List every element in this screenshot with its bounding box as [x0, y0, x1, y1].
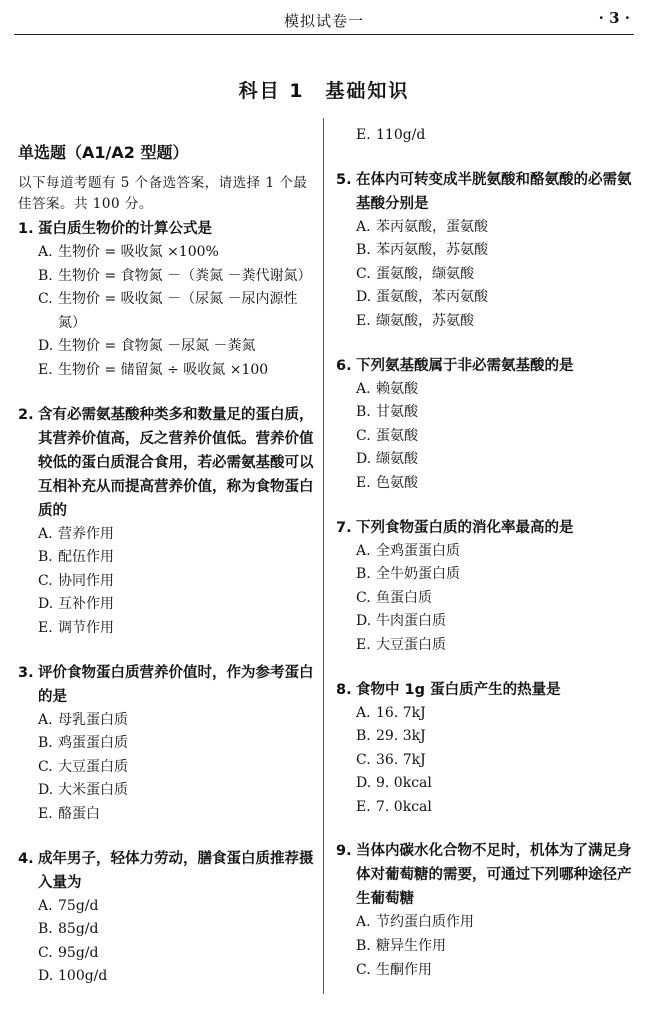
option-letter: C.: [356, 589, 371, 606]
answer-option: [336, 610, 636, 634]
option-letter: B.: [356, 728, 371, 745]
answer-option: [336, 239, 636, 263]
option-text: 9. 0kcal: [376, 775, 432, 792]
option-text: 75g/d: [58, 897, 99, 914]
option-letter: B.: [356, 566, 371, 583]
option-text: 生物价 = 食物氮 －（粪氮 －粪代谢氮）: [58, 267, 312, 284]
question-number: 1.: [18, 221, 34, 237]
option-text: 配伍作用: [58, 549, 114, 566]
option-letter: D.: [356, 613, 372, 630]
answer-option: [336, 425, 636, 449]
answer-option: [336, 935, 636, 959]
answer-option: [18, 617, 318, 641]
option-letter: A.: [38, 244, 53, 260]
answer-option: [336, 472, 636, 496]
option-letter: C.: [356, 265, 371, 282]
option-letter: B.: [356, 404, 371, 421]
answer-option: [18, 359, 318, 383]
question-text: 蛋白质生物价的计算公式是: [38, 221, 212, 237]
answer-option: [18, 241, 318, 265]
answer-option: [336, 911, 636, 935]
question-stem: [336, 354, 636, 378]
option-text: 鱼蛋白质: [376, 589, 432, 606]
answer-option: [336, 796, 636, 820]
option-text: 16. 7kJ: [376, 704, 426, 721]
answer-option: [336, 749, 636, 773]
question-1: [18, 217, 318, 383]
option-letter: D.: [38, 338, 54, 355]
subject-title: 科目 1 基础知识: [238, 80, 410, 102]
answer-option: [336, 401, 636, 425]
question-number: 3.: [18, 664, 34, 681]
answer-option: [18, 570, 318, 594]
answer-option: [18, 942, 318, 966]
question-text: 在体内可转变成半胱氨酸和酪氨酸的必需氨基酸分别是: [356, 171, 632, 212]
answer-option: [336, 959, 636, 983]
option-text: 85g/d: [58, 921, 99, 938]
answer-option: [336, 216, 636, 240]
option-letter: C.: [356, 427, 371, 444]
question-text: 评价食物蛋白质营养价值时，作为参考蛋白的是: [38, 664, 314, 705]
answer-option: [336, 634, 636, 658]
option-text: 大豆蛋白质: [58, 758, 128, 775]
option-text: 鸡蛋蛋白质: [58, 735, 128, 752]
option-text: 蛋氨酸，缬氨酸: [376, 265, 474, 282]
answer-option: [336, 725, 636, 749]
question-stem: [18, 217, 318, 241]
option-text: 酪蛋白: [58, 805, 100, 822]
question-number: 5.: [336, 171, 352, 188]
right-column: [336, 124, 636, 1002]
question-8: [336, 678, 636, 820]
option-letter: A.: [356, 380, 371, 397]
option-text: 29. 3kJ: [376, 728, 426, 745]
option-text: 缬氨酸，苏氨酸: [376, 312, 474, 329]
answer-option: [336, 286, 636, 310]
option-text: 节约蛋白质作用: [376, 914, 474, 931]
option-text: 95g/d: [58, 944, 99, 961]
answer-option: [336, 587, 636, 611]
answer-option: [18, 918, 318, 942]
section-instructions: 以下每道考题有 5 个备选答案，请选择 1 个最佳答案。共 100 分。: [18, 175, 308, 212]
option-text: 牛肉蛋白质: [376, 613, 446, 630]
question-number: 6.: [336, 357, 352, 374]
answer-option: [336, 540, 636, 564]
answer-option: [18, 335, 318, 359]
option-text: 全牛奶蛋白质: [376, 566, 460, 583]
question-5: [336, 168, 636, 334]
page-header: [14, 6, 634, 35]
question-3: [18, 661, 318, 827]
option-text: 大米蛋白质: [58, 782, 128, 799]
question-stem: [336, 678, 636, 702]
answer-option: [18, 593, 318, 617]
question-number: 8.: [336, 681, 352, 698]
question-stem: [336, 516, 636, 540]
option-text: 36. 7kJ: [376, 751, 426, 768]
option-letter: E.: [38, 619, 53, 636]
option-text: 生物价 = 储留氮 ÷ 吸收氮 ×100: [58, 361, 269, 378]
option-letter: E.: [356, 636, 371, 653]
option-letter: A.: [356, 218, 371, 235]
option-letter: D.: [356, 775, 372, 792]
option-letter: E.: [356, 312, 371, 329]
option-text: 蛋氨酸，苯丙氨酸: [376, 289, 488, 306]
question-stem: [18, 661, 318, 709]
question-number: 7.: [336, 519, 352, 536]
option-text: 大豆蛋白质: [376, 636, 446, 653]
option-letter: D.: [38, 596, 54, 613]
option-text: 苯丙氨酸，苏氨酸: [376, 242, 488, 259]
answer-option: [336, 448, 636, 472]
answer-option: [18, 895, 318, 919]
question-stem: [18, 403, 318, 523]
option-text: 甘氨酸: [376, 404, 418, 421]
page-number: · 3 ·: [598, 9, 630, 27]
question-6: [336, 354, 636, 496]
answer-option: [18, 709, 318, 733]
question-7: [336, 516, 636, 658]
option-text: 100g/d: [58, 968, 108, 985]
option-text: 色氨酸: [376, 474, 418, 491]
option-letter: B.: [38, 735, 53, 752]
option-text: 生物价 = 吸收氮 ×100%: [58, 244, 219, 260]
option-text: 110g/d: [376, 127, 426, 143]
option-letter: D.: [356, 289, 372, 306]
question-text: 成年男子，轻体力劳动，膳食蛋白质推荐摄入量为: [38, 850, 314, 891]
question-stem: [336, 839, 636, 911]
answer-option: [336, 772, 636, 796]
answer-option: [336, 263, 636, 287]
option-text: 营养作用: [58, 525, 114, 542]
option-text: 互补作用: [58, 596, 114, 613]
question-9: [336, 839, 636, 982]
option-letter: A.: [356, 704, 371, 721]
answer-option: [18, 523, 318, 547]
option-text: 生物价 = 吸收氮 －（尿氮 －尿内源性氮）: [58, 291, 298, 331]
answer-option: [18, 779, 318, 803]
option-text: 调节作用: [58, 619, 114, 636]
question-list-left: [18, 217, 318, 989]
option-letter: D.: [38, 968, 54, 985]
option-letter: B.: [356, 938, 371, 955]
column-divider: [323, 118, 324, 994]
option-letter: E.: [38, 805, 53, 822]
left-column: [18, 124, 318, 1009]
option-text: 全鸡蛋蛋白质: [376, 542, 460, 559]
option-letter: E.: [356, 798, 371, 815]
option-letter: A.: [38, 897, 53, 914]
option-letter: A.: [356, 914, 371, 931]
option-letter: C.: [38, 758, 53, 775]
answer-option: [18, 265, 318, 289]
question-text: 下列食物蛋白质的消化率最高的是: [356, 519, 574, 536]
option-text: 缬氨酸: [376, 451, 418, 468]
question-number: 4.: [18, 850, 34, 867]
answer-option: [336, 310, 636, 334]
option-text: 母乳蛋白质: [58, 711, 128, 728]
answer-option: [18, 756, 318, 780]
option-text: 苯丙氨酸，蛋氨酸: [376, 218, 488, 235]
question-stem: [18, 847, 318, 895]
option-letter: C.: [356, 751, 371, 768]
answer-option: [18, 288, 318, 335]
option-letter: C.: [38, 572, 53, 589]
question-text: 下列氨基酸属于非必需氨基酸的是: [356, 357, 574, 374]
question-4: [18, 847, 318, 989]
question-stem: [336, 168, 636, 216]
option-letter: A.: [356, 542, 371, 559]
question-text: 当体内碳水化合物不足时，机体为了满足身体对葡萄糖的需要，可通过下列哪种途径产生葡萄糖: [356, 843, 632, 908]
answer-option: [18, 965, 318, 989]
question-list-right: [336, 168, 636, 983]
header-title: 模拟试卷一: [283, 12, 364, 30]
option-letter: B.: [38, 549, 53, 566]
option-text: 蛋氨酸: [376, 427, 418, 444]
option-letter: E.: [38, 361, 53, 378]
option-letter: E.: [356, 474, 371, 491]
answer-option: [336, 702, 636, 726]
answer-option: [18, 803, 318, 827]
option-text: 赖氨酸: [376, 380, 418, 397]
question-number: 2.: [18, 406, 34, 423]
option-text: 糖异生作用: [376, 938, 446, 955]
option-text: 协同作用: [58, 572, 114, 589]
option-letter: A.: [38, 711, 53, 728]
answer-option: [18, 546, 318, 570]
question-text: 食物中 1g 蛋白质产生的热量是: [356, 681, 561, 698]
answer-option: [336, 563, 636, 587]
question-number: 9.: [336, 843, 352, 860]
option-letter: D.: [38, 782, 54, 799]
option-letter: B.: [38, 921, 53, 938]
question-2: [18, 403, 318, 641]
option-text: 7. 0kcal: [376, 798, 432, 815]
option-letter: C.: [356, 961, 371, 978]
section-title: 单选题（A1/A2 型题）: [18, 143, 189, 162]
option-letter: C.: [38, 944, 53, 961]
option-letter: D.: [356, 451, 372, 468]
option-letter: B.: [38, 267, 53, 284]
continued-option: [336, 124, 636, 148]
option-letter: E.: [356, 127, 371, 143]
option-letter: B.: [356, 242, 371, 259]
answer-option: [18, 732, 318, 756]
option-letter: A.: [38, 525, 53, 542]
option-letter: C.: [38, 291, 53, 308]
option-text: 生物价 = 食物氮 －尿氮 －粪氮: [58, 338, 256, 355]
option-text: 生酮作用: [376, 961, 432, 978]
answer-option: [336, 378, 636, 402]
question-text: 含有必需氨基酸种类多和数量足的蛋白质，其营养价值高，反之营养价值低。营养价值较低的蛋白质混合食用，若必需氨基酸可以互相补充从而提高营养价值，称为食物蛋白质的: [38, 406, 314, 519]
